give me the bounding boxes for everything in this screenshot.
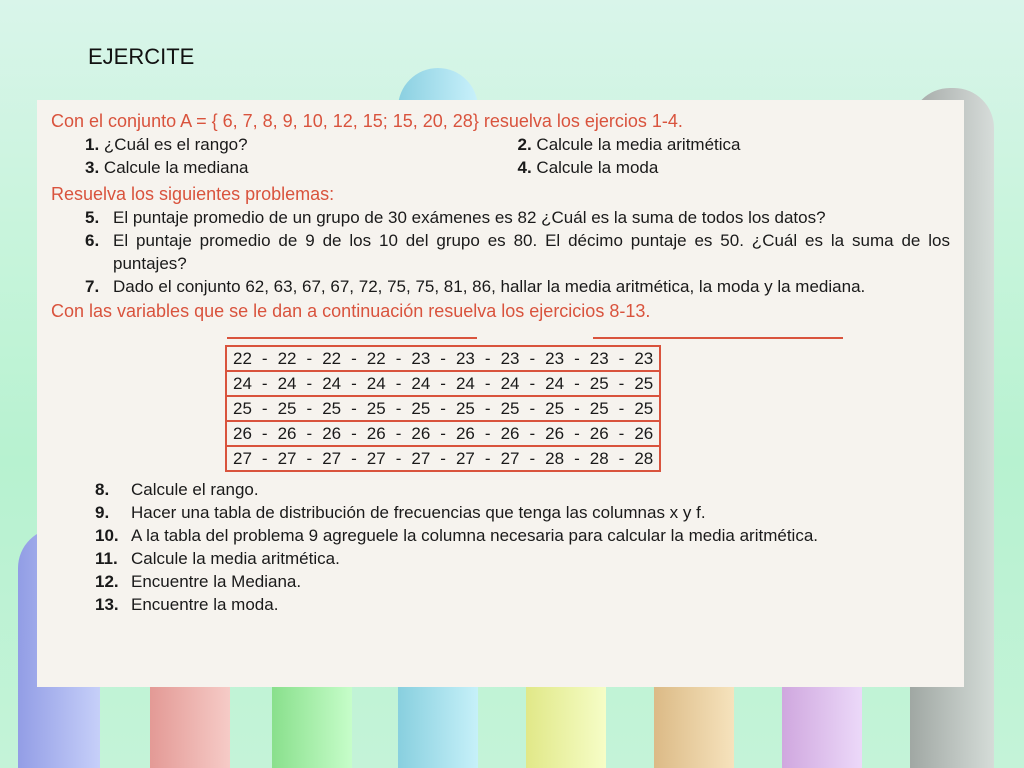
exercise-text: Encuentre la moda.	[131, 595, 279, 614]
exercise-text: Hacer una tabla de distribución de frecuencias que tenga las columnas x y f.	[131, 503, 706, 522]
cell-separator: -	[481, 421, 495, 446]
data-table-cell: 28	[628, 446, 660, 471]
data-table-cell: 27	[495, 446, 526, 471]
data-table-row	[226, 446, 660, 471]
exercise-item	[518, 133, 951, 156]
data-table-row	[226, 396, 660, 421]
data-table-cell: 22	[316, 346, 347, 371]
data-table-cell: 23	[450, 346, 481, 371]
data-table-cell: 25	[405, 396, 436, 421]
cell-separator: -	[436, 446, 450, 471]
data-table-cell: 27	[361, 446, 392, 471]
data-table-cell: 27	[450, 446, 481, 471]
cell-separator: -	[347, 346, 361, 371]
cell-separator: -	[570, 396, 584, 421]
cell-separator: -	[303, 346, 317, 371]
cell-separator: -	[615, 421, 629, 446]
cell-separator: -	[570, 421, 584, 446]
cell-separator: -	[525, 421, 539, 446]
exercise-number: 3.	[85, 158, 100, 177]
data-table-row	[226, 371, 660, 396]
data-table-cell: 26	[405, 421, 436, 446]
data-table-cell: 23	[628, 346, 660, 371]
data-table-cell: 25	[316, 396, 347, 421]
cell-separator: -	[525, 346, 539, 371]
cell-separator: -	[392, 446, 406, 471]
problem-item	[51, 275, 950, 298]
cell-separator: -	[392, 421, 406, 446]
exercise-number: 8.	[95, 480, 110, 499]
cell-separator: -	[347, 421, 361, 446]
data-table-cell: 25	[495, 396, 526, 421]
data-table-cell: 23	[539, 346, 570, 371]
cell-separator: -	[303, 371, 317, 396]
data-table-cell: 27	[226, 446, 258, 471]
exercise-number: 2.	[517, 135, 532, 154]
exercise-row	[51, 156, 950, 179]
cell-separator: -	[347, 446, 361, 471]
exercise-text: Encuentre la Mediana.	[131, 572, 302, 591]
cell-separator: -	[258, 371, 272, 396]
data-table-cell: 25	[539, 396, 570, 421]
data-table-cell: 24	[361, 371, 392, 396]
cell-separator: -	[258, 421, 272, 446]
problem-item	[51, 229, 950, 275]
data-table-cell: 25	[226, 396, 258, 421]
cell-separator: -	[525, 371, 539, 396]
data-table-cell: 24	[450, 371, 481, 396]
exercise-text: A la tabla del problema 9 agreguele la columna necesaria para calcular la media aritmética.	[131, 526, 818, 545]
section-heading-3: Con las variables que se le dan a continuación resuelva los ejercicios 8-13.	[51, 301, 651, 321]
exercise-item	[51, 501, 950, 524]
cell-separator: -	[347, 396, 361, 421]
data-table-cell: 22	[226, 346, 258, 371]
exercise-number: 12.	[95, 572, 119, 591]
cell-separator: -	[392, 371, 406, 396]
data-table-cell: 24	[272, 371, 303, 396]
data-table-cell: 28	[584, 446, 615, 471]
exercise-item	[51, 547, 950, 570]
exercise-list	[51, 478, 950, 616]
exercise-number: 13.	[95, 595, 119, 614]
cell-separator: -	[615, 446, 629, 471]
exercise-number: 10.	[95, 526, 119, 545]
data-table-cell: 25	[361, 396, 392, 421]
exercise-text: Calcule el rango.	[131, 480, 259, 499]
data-table-cell: 25	[450, 396, 481, 421]
data-table-cell: 22	[272, 346, 303, 371]
data-table-cell: 24	[539, 371, 570, 396]
cell-separator: -	[436, 396, 450, 421]
cell-separator: -	[481, 371, 495, 396]
data-table-cell: 24	[495, 371, 526, 396]
data-table-cell: 23	[584, 346, 615, 371]
exercise-item	[85, 156, 518, 179]
problem-number: 7.	[85, 277, 100, 296]
exercise-text: Calcule la media aritmética	[536, 135, 741, 154]
cell-separator: -	[392, 346, 406, 371]
cell-separator: -	[258, 346, 272, 371]
exercise-text: Calcule la mediana	[103, 158, 249, 177]
data-table-cell: 25	[272, 396, 303, 421]
data-table-cell: 27	[272, 446, 303, 471]
data-table-cell: 26	[450, 421, 481, 446]
cell-separator: -	[258, 396, 272, 421]
cell-separator: -	[615, 346, 629, 371]
exercise-sheet	[37, 100, 964, 687]
data-table-cell: 26	[226, 421, 258, 446]
data-table-cell: 26	[361, 421, 392, 446]
problem-number: 6.	[85, 231, 100, 250]
exercise-item	[51, 524, 950, 547]
cell-separator: -	[392, 396, 406, 421]
cell-separator: -	[481, 396, 495, 421]
cell-separator: -	[481, 346, 495, 371]
exercise-item	[518, 156, 951, 179]
data-table-cell: 24	[226, 371, 258, 396]
exercise-number: 9.	[95, 503, 110, 522]
data-table-cell: 26	[539, 421, 570, 446]
cell-separator: -	[436, 371, 450, 396]
cell-separator: -	[525, 396, 539, 421]
data-table-cell: 26	[628, 421, 660, 446]
decorative-rules	[51, 323, 950, 343]
section-heading-1: Con el conjunto A = { 6, 7, 8, 9, 10, 12, 15; 15, 20, 28} resuelva los ejercios 1-4.	[51, 111, 683, 131]
cell-separator: -	[303, 396, 317, 421]
problem-text: El puntaje promedio de 9 de los 10 del grupo es 80. El décimo puntaje es 50. ¿Cuál es la suma de los puntajes?	[113, 231, 950, 273]
cell-separator: -	[615, 371, 629, 396]
cell-separator: -	[347, 371, 361, 396]
data-table-cell: 26	[495, 421, 526, 446]
data-table-cell: 23	[405, 346, 436, 371]
data-table-cell: 24	[405, 371, 436, 396]
data-table-row	[226, 346, 660, 371]
cell-separator: -	[436, 346, 450, 371]
cell-separator: -	[570, 371, 584, 396]
exercise-number: 11.	[95, 549, 118, 568]
divider-line	[227, 337, 477, 339]
data-table-cell: 26	[272, 421, 303, 446]
exercise-item	[85, 133, 518, 156]
data-table-row	[226, 421, 660, 446]
slide-title: EJERCITE	[88, 44, 195, 69]
data-table-cell: 26	[316, 421, 347, 446]
problem-item	[51, 206, 950, 229]
exercise-text: ¿Cuál es el rango?	[103, 135, 248, 154]
section-heading-2: Resuelva los siguientes problemas:	[51, 184, 335, 204]
cell-separator: -	[481, 446, 495, 471]
data-table-cell: 24	[316, 371, 347, 396]
cell-separator: -	[258, 446, 272, 471]
data-table-cell: 27	[405, 446, 436, 471]
exercise-text: Calcule la media aritmética.	[131, 549, 340, 568]
problem-text: Dado el conjunto 62, 63, 67, 67, 72, 75, 75, 81, 86, hallar la media aritmética, la moda y la mediana.	[113, 277, 866, 296]
data-table-cell: 25	[584, 371, 615, 396]
exercise-number: 1.	[85, 135, 100, 154]
data-table-cell: 23	[495, 346, 526, 371]
data-table-cell: 22	[361, 346, 392, 371]
cell-separator: -	[570, 346, 584, 371]
problem-text: El puntaje promedio de un grupo de 30 exámenes es 82 ¿Cuál es la suma de todos los datos?	[113, 208, 826, 227]
divider-line	[593, 337, 843, 339]
data-table-cell: 28	[539, 446, 570, 471]
cell-separator: -	[570, 446, 584, 471]
data-table-cell: 27	[316, 446, 347, 471]
data-table-cell: 25	[584, 396, 615, 421]
data-table-cell: 26	[584, 421, 615, 446]
cell-separator: -	[303, 446, 317, 471]
exercise-item	[51, 570, 950, 593]
data-table-cell: 25	[628, 371, 660, 396]
exercise-item	[51, 478, 950, 501]
exercise-item	[51, 593, 950, 616]
cell-separator: -	[525, 446, 539, 471]
problem-number: 5.	[85, 208, 100, 227]
data-table-cell: 25	[628, 396, 660, 421]
exercise-row	[51, 133, 950, 156]
exercise-number: 4.	[517, 158, 532, 177]
cell-separator: -	[303, 421, 317, 446]
exercise-text: Calcule la moda	[536, 158, 659, 177]
cell-separator: -	[615, 396, 629, 421]
cell-separator: -	[436, 421, 450, 446]
data-table	[225, 345, 661, 472]
